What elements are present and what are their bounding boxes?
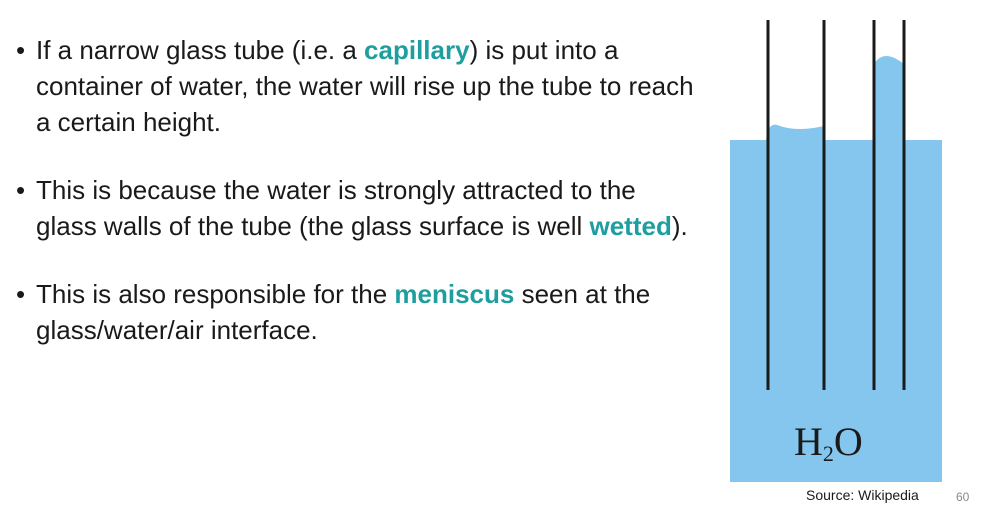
bullet-text: If a narrow glass tube (i.e. a [36, 35, 365, 65]
bullet-text: ) is put into a container of water, the water will rise up the tube to reach a certain height. [36, 35, 694, 137]
bullet-text: seen at the glass/water/air interface. [36, 279, 651, 345]
capillary-diagram [730, 20, 942, 482]
keyword-meniscus: meniscus [394, 279, 515, 309]
keyword-wetted: wetted [589, 211, 672, 241]
bullet-text: This is also responsible for the [36, 279, 395, 309]
formula-h: H [794, 419, 823, 464]
bullet-text: ). [671, 211, 688, 241]
bullet-capillary [14, 32, 694, 140]
page-number: 60 [956, 490, 970, 504]
formula-subscript: 2 [822, 441, 834, 466]
bullet-meniscus [14, 276, 694, 348]
keyword-capillary: capillary [364, 35, 470, 65]
source-credit: Source: Wikipedia [806, 487, 919, 503]
formula-o: O [833, 419, 863, 464]
bullet-text: This is because the water is strongly attracted to the glass walls of the tube (the glass surface is well [36, 175, 636, 241]
bullet-list [14, 32, 694, 380]
bullet-wetted [14, 172, 694, 244]
water-formula [794, 419, 863, 466]
